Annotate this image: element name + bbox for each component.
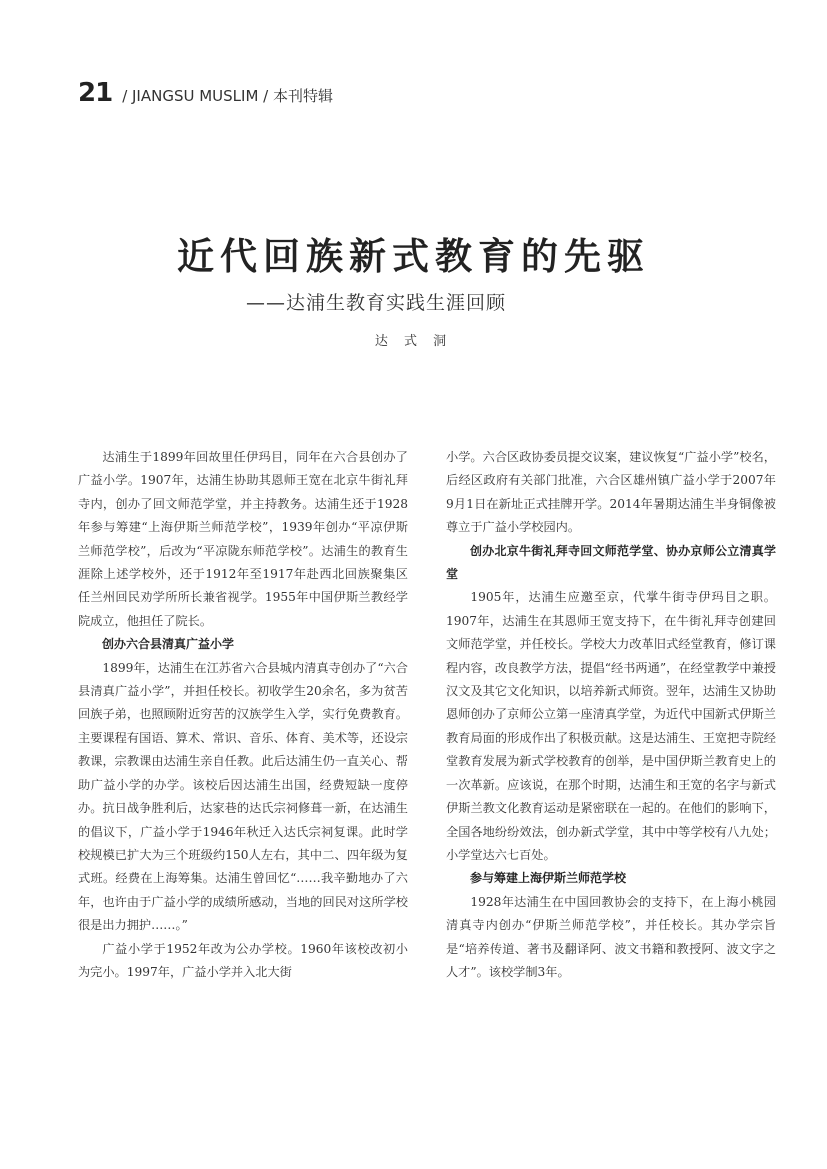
paragraph: 1899年，达浦生在江苏省六合县城内清真寺创办了“六合县清真广益小学”，并担任校长。初收学生20余名，多为贫苦回族子弟，也照顾附近穷苦的汉族学生入学，实行免费教育。主要课程有国语、算术、常识、音乐、体育、美术等，还设宗教课，宗教课由达浦生亲自任教。此后达浦生仍一直关心、帮助广益小学的办学。该校后因达浦生出国，经费短缺一度停办。抗日战争胜利后，达家巷的达氏宗祠修葺一新，在达浦生的倡议下，广益小学于1946年秋迁入达氏宗祠复课。此时学校规模已扩大为三个班级约150人左右，其中二、四年级为复式班。经费在上海筹集。达浦生曾回忆“……我辛勤地办了六年，也许由于广益小学的成绩所感动，当地的回民对这所学校很是出力拥护……。”: [78, 660, 408, 933]
running-title: / JIANGSU MUSLIM / 本刊特辑: [122, 87, 333, 105]
page-number: 21: [78, 78, 113, 108]
paragraph: 1905年，达浦生应邀至京，代掌牛街寺伊玛目之职。1907年，达浦生在其恩师王宽支持下，在牛街礼拜寺创建回文师范学堂，并任校长。学校大力改革旧式经堂教育，修订课程内容，改良教学方法，提倡“经书两通”，在经堂教学中兼授汉文及其它文化知识，以培养新式师资。翌年，达浦生又协助恩师创办了京师公立第一座清真学堂，为近代中国新式伊斯兰教育局面的形成作出了积极贡献。这是达浦生、王宽把寺院经堂教育发展为新式学校教育的创举，是中国伊斯兰教育史上的一次革新。应该说，在那个时期，达浦生和王宽的名字与新式伊斯兰教文化教育运动是紧密联在一起的。在他们的影响下，全国各地纷纷效法，创办新式学堂，其中中等学校有八九处；小学堂达六七百处。: [446, 590, 776, 862]
paragraph: 小学。六合区政协委员提交议案，建议恢复“广益小学”校名，后经区政府有关部门批准，六合区雄州镇广益小学于2007年9月1日在新址正式挂牌开学。2014年暑期达浦生半身铜像被尊立于广益小学校园内。: [446, 450, 776, 535]
right-column: [446, 446, 776, 984]
section-heading: 创办北京牛街礼拜寺回文师范学堂、协办京师公立清真学堂: [446, 543, 776, 582]
section-heading: 参与筹建上海伊斯兰师范学校: [470, 871, 627, 886]
article-title: 近代回族新式教育的先驱: [177, 235, 650, 278]
paragraph: 1928年达浦生在中国回教协会的支持下，在上海小桃园清真寺内创办“伊斯兰师范学校”，并任校长。其办学宗旨是“培养传道、著书及翻译阿、波文书籍和教授阿、波文字之人才”。该校学制3年。: [446, 894, 776, 979]
left-column: [78, 446, 408, 984]
section-heading: 创办六合县清真广益小学: [102, 637, 235, 652]
article-author: 达 式 洞: [374, 334, 453, 349]
page-header: [78, 78, 333, 108]
article-subtitle: ——达浦生教育实践生涯回顾: [246, 292, 507, 314]
paragraph: 广益小学于1952年改为公办学校。1960年该校改初小为完小。1997年，广益小学并入北大街: [78, 941, 408, 979]
paragraph: 达浦生于1899年回故里任伊玛目，同年在六合县创办了广益小学。1907年，达浦生协助其恩师王宽在北京牛街礼拜寺内，创办了回文师范学堂，并主持教务。达浦生还于1928年参与筹建“上海伊斯兰师范学校”，1939年创办“平凉伊斯兰师范学校”，后改为“平凉陇东师范学校”。达浦生的教育生涯除上述学校外，还于1912年至1917年赴西北回族聚集区任兰州回民劝学所所长兼省视学。1955年中国伊斯兰教经学院成立，他担任了院长。: [78, 450, 408, 628]
